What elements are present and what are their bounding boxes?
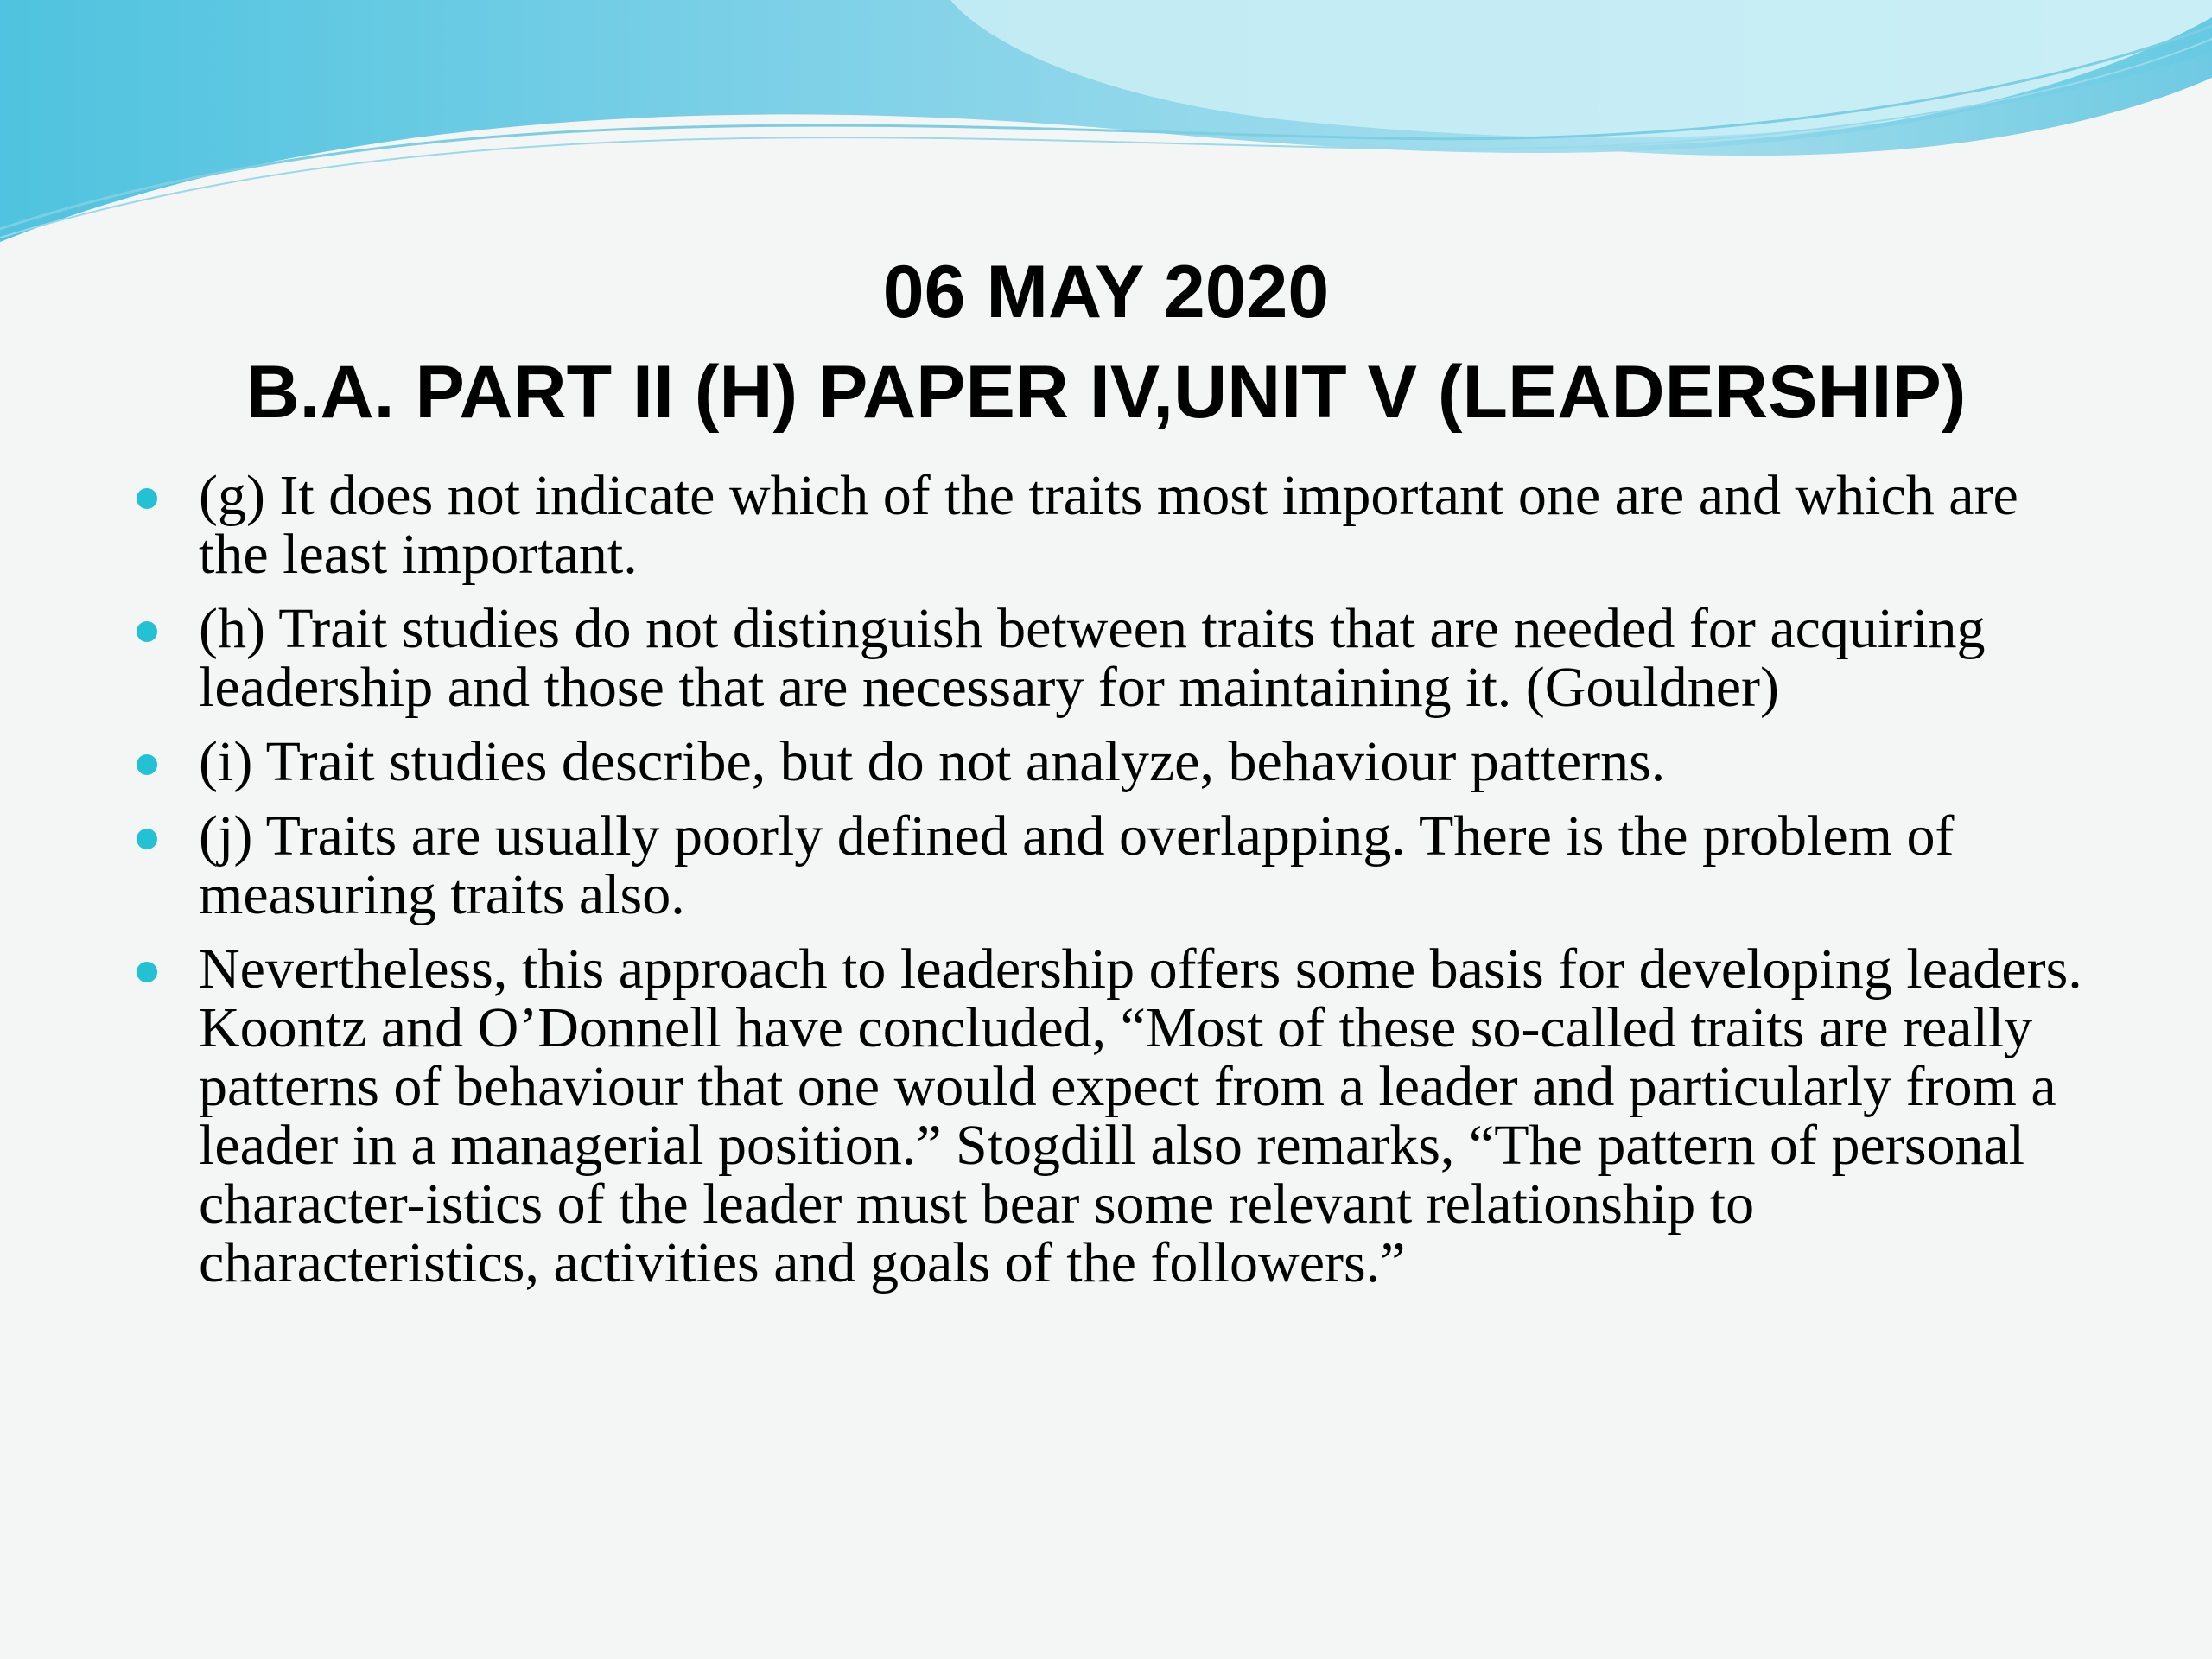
bullet-list — [130, 464, 2082, 1294]
bullet-text: (i) Trait studies describe, but do not analyze, behaviour patterns. — [199, 730, 1666, 793]
bullet-dot-icon — [137, 621, 157, 642]
bullet-item — [130, 730, 2082, 793]
bullet-dot-icon — [137, 488, 157, 509]
bullet-dot-icon — [137, 754, 157, 775]
bullet-item — [130, 464, 2082, 586]
bullet-text: (j) Traits are usually poorly defined and overlapping. There is the problem of measuring traits also. — [199, 804, 1955, 926]
title-subtitle: B.A. PART II (H) PAPER IV,UNIT V (LEADERSHIP) — [245, 351, 1967, 434]
bullet-text: Nevertheless, this approach to leadership offers some basis for developing leaders. Koontz and O’Donnell have concluded, “Most of these so-called traits are really patterns of behaviour that one would expect from a leader and particularly from a leader in a managerial position.” Stogdill also remarks, “The pattern of personal character-istics of the leader must bear some relevant relationship to characteristics, activities and goals of the followers.” — [199, 938, 2082, 1294]
bullet-dot-icon — [137, 829, 157, 849]
bullet-item — [130, 940, 2082, 1293]
bullet-item — [130, 804, 2082, 926]
bullet-text: (h) Trait studies do not distinguish between traits that are needed for acquiring leadership and those that are necessary for maintaining it. (Gouldner) — [199, 597, 1986, 719]
bullet-item — [130, 597, 2082, 719]
bullet-text: (g) It does not indicate which of the traits most important one are and which are the least important. — [199, 464, 2018, 586]
decorative-wave-header — [0, 0, 2212, 259]
bullet-dot-icon — [137, 962, 157, 982]
slide-content — [130, 464, 2082, 1308]
title-date: 06 MAY 2020 — [882, 251, 1330, 334]
slide-title — [0, 242, 2212, 442]
